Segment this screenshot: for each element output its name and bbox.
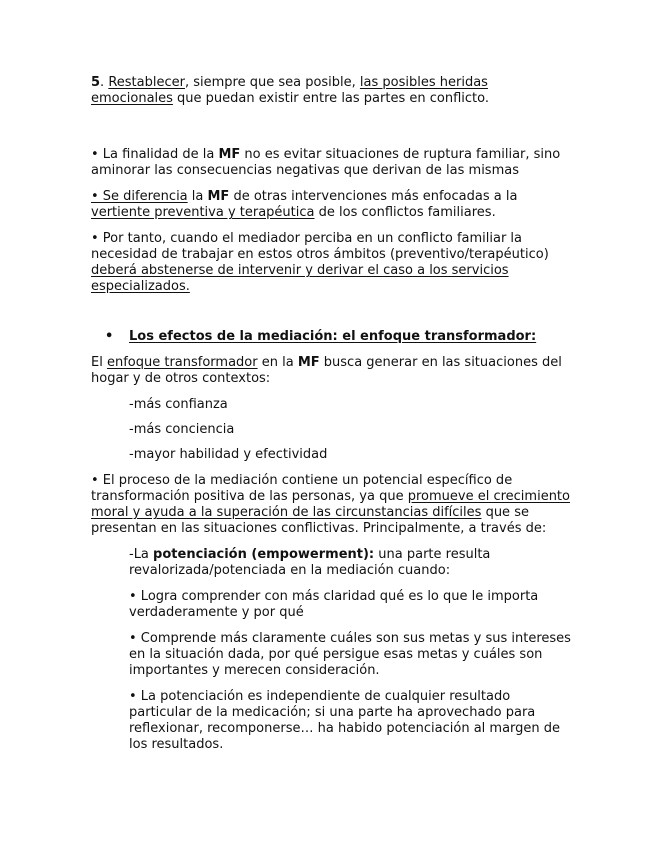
section-heading bbox=[105, 329, 571, 345]
heading-text: Los efectos de la mediación: el enfoque transformador: bbox=[129, 329, 537, 344]
bullet-comprender: • Logra comprender con más claridad qué es lo que le importa verdaderamente y por qué bbox=[129, 589, 539, 620]
keyword-restablecer: Restablecer bbox=[108, 75, 185, 90]
paragraph-diferencia: • Se diferencia la MF de otras intervenciones más enfocadas a la vertiente preventiva y terapéutica de los conflictos familiares. bbox=[91, 189, 518, 220]
document-page bbox=[91, 75, 571, 753]
paragraph-proceso: • El proceso de la mediación contiene un potencial específico de transformación positiva de las personas, ya que promueve el crecimiento moral y ayuda a la superación de las circunstancias difíciles que se presentan en las situaciones conflictivas. Principalmente, a través de: bbox=[91, 473, 570, 536]
keyword-heridas: las posibles heridas emocionales bbox=[91, 75, 488, 106]
list-item: -más confianza bbox=[129, 397, 228, 412]
heading-bullet: • bbox=[105, 329, 114, 344]
list-item: -mayor habilidad y efectividad bbox=[129, 447, 328, 462]
paragraph-finalidad: • La finalidad de la MF no es evitar situaciones de ruptura familiar, sino aminorar las consecuencias negativas que derivan de las mismas bbox=[91, 147, 561, 178]
paragraph-por-tanto: • Por tanto, cuando el mediador perciba en un conflicto familiar la necesidad de trabajar en estos otros ámbitos (preventivo/terapéutico) deberá abstenerse de intervenir y derivar el caso a los servicios especializados. bbox=[91, 231, 549, 294]
paragraph-enfoque: El enfoque transformador en la MF busca generar en las situaciones del hogar y de otros contextos: bbox=[91, 355, 562, 386]
bullet-independiente: • La potenciación es independiente de cualquier resultado particular de la medicación; si una parte ha aprovechado para reflexionar, recomponerse… ha habido potenciación al margen de los resultados. bbox=[129, 689, 561, 752]
list-item: -más conciencia bbox=[129, 422, 235, 437]
item-number: 5 bbox=[91, 75, 101, 90]
paragraph-5: 5. Restablecer, siempre que sea posible, las posibles heridas emocionales que puedan existir entre las partes en conflicto. bbox=[91, 75, 489, 106]
paragraph-potenciacion: -La potenciación (empowerment): una parte resulta revalorizada/potenciada en la mediación cuando: bbox=[129, 547, 491, 578]
bullet-metas: • Comprende más claramente cuáles son sus metas y sus intereses en la situación dada, por qué persigue esas metas y cuáles son importantes y merecen consideración. bbox=[129, 631, 571, 678]
